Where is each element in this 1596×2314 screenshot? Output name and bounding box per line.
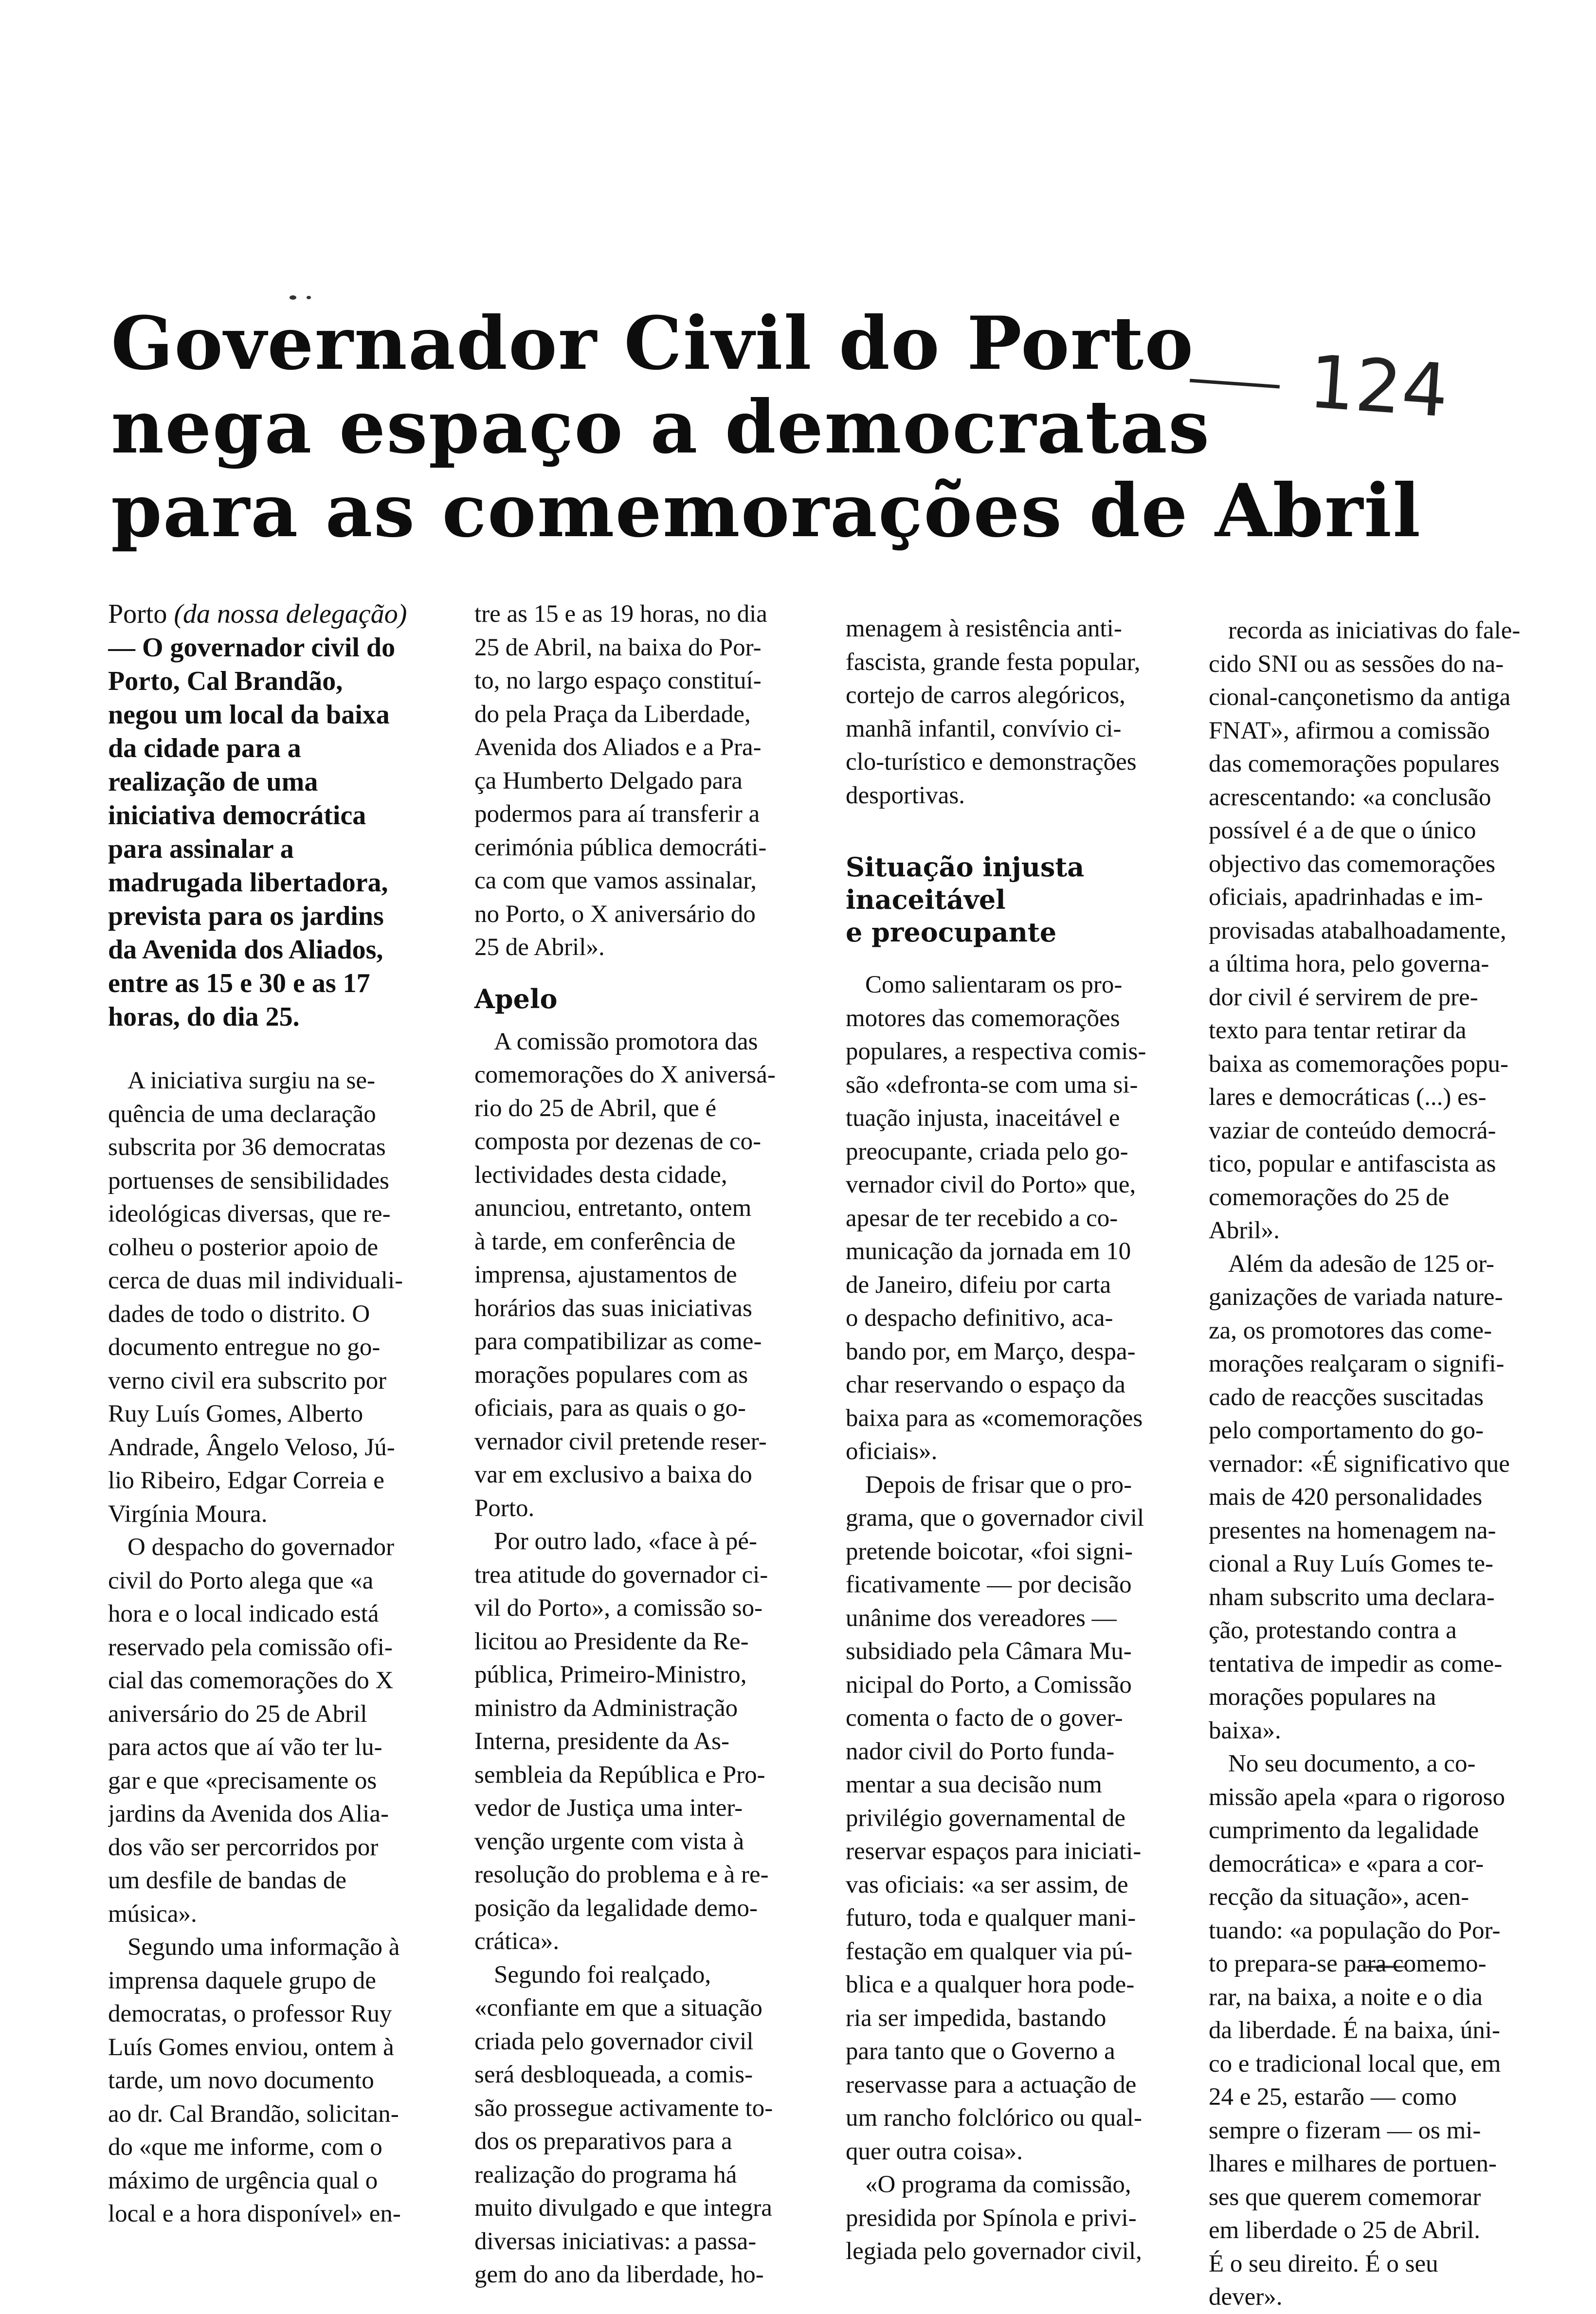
lead-line: entre as 15 e 30 e as 17: [108, 968, 370, 998]
text-line: morações realçaram o signifi-: [1209, 1350, 1505, 1377]
body-paragraph: [846, 2168, 1181, 2268]
text-line: 25 de Abril».: [474, 934, 605, 961]
text-line: diversas iniciativas: a passa-: [474, 2227, 757, 2255]
text-line: Além da adesão de 125 or-: [1228, 1250, 1495, 1278]
lead-line: — O governador civil do: [108, 633, 396, 663]
text-line: ça Humberto Delgado para: [474, 767, 743, 795]
text-line: futuro, toda e qualquer mani-: [846, 1904, 1136, 1932]
text-line: O despacho do governador: [127, 1534, 395, 1561]
lead-line: prevista para os jardins: [108, 901, 384, 931]
text-line: 25 de Abril, na baixa do Por-: [474, 633, 762, 661]
text-line: ção, protestando contra a: [1209, 1617, 1457, 1644]
text-line: no Porto, o X aniversário do: [474, 900, 756, 928]
lead-line: horas, do dia 25.: [108, 1002, 300, 1032]
text-line: lares e democráticas (...) es-: [1209, 1084, 1487, 1111]
text-line: morações populares na: [1209, 1683, 1436, 1711]
dateline-note: (da nossa delegação): [174, 599, 407, 629]
text-line: nham subscrito uma declara-: [1209, 1583, 1495, 1611]
column-4: [1209, 614, 1549, 2314]
text-line: cional a Ruy Luís Gomes te-: [1209, 1550, 1493, 1577]
text-line: acrescentando: «a conclusão: [1209, 783, 1491, 811]
text-line: ria ser impedida, bastando: [846, 2004, 1106, 2032]
text-line: recção da situação», acen-: [1209, 1883, 1469, 1911]
lead-line: iniciativa democrática: [108, 800, 366, 831]
text-line: possível é a de que o único: [1209, 817, 1476, 844]
subhead-line: inaceitável: [846, 884, 1006, 915]
text-line: Andrade, Ângelo Veloso, Jú-: [108, 1433, 395, 1461]
text-line: reservasse para a actuação de: [846, 2071, 1137, 2098]
text-line: anunciou, entretanto, ontem: [474, 1194, 752, 1222]
text-line: nador civil do Porto funda-: [846, 1737, 1115, 1765]
text-line: char reservando o espaço da: [846, 1371, 1125, 1398]
column-3: [846, 612, 1181, 2268]
text-line: objectivo das comemorações: [1209, 850, 1496, 878]
body-paragraph: [846, 1468, 1181, 2169]
body-paragraph: [474, 1525, 810, 1958]
text-line: Luís Gomes enviou, ontem à: [108, 2033, 394, 2061]
text-line: resolução do problema e à re-: [474, 1861, 769, 1888]
text-line: em liberdade o 25 de Abril.: [1209, 2217, 1481, 2244]
lead-line: da cidade para a: [108, 733, 301, 763]
text-line: to prepara-se para comemo-: [1209, 1950, 1487, 1977]
text-line: provisadas atabalhoadamente,: [1209, 917, 1506, 944]
text-line: ministro da Administração: [474, 1694, 738, 1722]
text-line: pretende boicotar, «foi signi-: [846, 1537, 1133, 1565]
text-line: cial das comemorações do X: [108, 1667, 394, 1694]
text-line: colheu o posterior apoio de: [108, 1233, 379, 1261]
text-line: 24 e 25, estarão — como: [1209, 2083, 1457, 2111]
text-line: Interna, presidente da As-: [474, 1728, 729, 1755]
text-line: nicipal do Porto, a Comissão: [846, 1671, 1132, 1699]
text-line: para tanto que o Governo a: [846, 2038, 1115, 2065]
text-line: Por outro lado, «face à pé-: [494, 1528, 757, 1555]
text-line: ideológicas diversas, que re-: [108, 1200, 391, 1228]
text-line: co e tradicional local que, em: [1209, 2050, 1501, 2078]
text-line: «O programa da comissão,: [865, 2171, 1131, 2198]
text-line: subsidiado pela Câmara Mu-: [846, 1638, 1132, 1665]
lead-line: madrugada libertadora,: [108, 868, 388, 898]
text-line: vas oficiais: «a ser assim, de: [846, 1871, 1128, 1898]
text-line: baixa as comemorações popu-: [1209, 1050, 1509, 1078]
text-line: A iniciativa surgiu na se-: [127, 1067, 375, 1094]
text-line: pública, Primeiro-Ministro,: [474, 1661, 747, 1688]
text-line: Avenida dos Aliados e a Pra-: [474, 734, 762, 761]
text-line: democrática» e «para a cor-: [1209, 1850, 1484, 1878]
text-line: grama, que o governador civil: [846, 1504, 1144, 1532]
text-line: blica e a qualquer hora pode-: [846, 1971, 1135, 1998]
text-line: dades de todo o distrito. O: [108, 1300, 370, 1328]
text-line: tico, popular e antifascista as: [1209, 1150, 1496, 1177]
text-line: para actos que aí vão ter lu-: [108, 1734, 382, 1761]
text-line: oficiais, para as quais o go-: [474, 1394, 746, 1422]
text-line: za, os promotores das come-: [1209, 1317, 1492, 1344]
text-line: comemorações do X aniversá-: [474, 1061, 776, 1088]
text-line: morações populares com as: [474, 1361, 748, 1389]
text-line: gem do ano da liberdade, ho-: [474, 2261, 764, 2288]
text-line: É o seu direito. É o seu: [1209, 2250, 1438, 2278]
text-line: gar e que «precisamente os: [108, 1767, 377, 1794]
text-line: Segundo foi realçado,: [494, 1961, 711, 1989]
body-paragraph: [474, 597, 810, 964]
text-line: mais de 420 personalidades: [1209, 1483, 1483, 1511]
text-line: jardins da Avenida dos Alia-: [108, 1800, 389, 1827]
text-line: máximo de urgência qual o: [108, 2167, 378, 2194]
text-line: verno civil era subscrito por: [108, 1367, 387, 1394]
text-line: imprensa daquele grupo de: [108, 1967, 376, 1994]
text-line: para compatibilizar as come-: [474, 1328, 762, 1355]
text-line: imprensa, ajustamentos de: [474, 1261, 737, 1288]
text-line: clo-turístico e demonstrações: [846, 748, 1137, 776]
text-line: tuando: «a população do Por-: [1209, 1916, 1501, 1944]
subhead-line: e preocupante: [846, 917, 1057, 948]
body-paragraph: [474, 1025, 810, 1525]
handwritten-page-mark: 124: [1306, 340, 1451, 434]
text-line: um desfile de bandas de: [108, 1867, 347, 1894]
body-paragraph: [108, 1931, 429, 2231]
text-line: ganizações de variada nature-: [1209, 1284, 1503, 1311]
text-line: baixa».: [1209, 1717, 1281, 1744]
text-line: quência de uma declaração: [108, 1100, 376, 1128]
text-line: tentativa de impedir as come-: [1209, 1650, 1503, 1678]
text-line: reservar espaços para iniciati-: [846, 1838, 1142, 1865]
text-line: composta por dezenas de co-: [474, 1128, 762, 1155]
text-line: aniversário do 25 de Abril: [108, 1700, 367, 1728]
text-line: No seu documento, a co-: [1228, 1750, 1476, 1777]
text-line: reservado pela comissão ofi-: [108, 1633, 393, 1661]
text-line: quer outra coisa».: [846, 2137, 1023, 2165]
text-line: cerca de duas mil individuali-: [108, 1267, 403, 1294]
subhead-situacao: [846, 851, 1181, 949]
text-line: local e a hora disponível» en-: [108, 2200, 401, 2227]
text-line: cerimónia pública democráti-: [474, 833, 767, 861]
text-line: o despacho definitivo, aca-: [846, 1304, 1113, 1332]
text-line: a última hora, pelo governa-: [1209, 950, 1489, 977]
body-paragraph: [846, 968, 1181, 1468]
text-line: privilégio governamental de: [846, 1804, 1125, 1832]
text-line: são prossegue activamente to-: [474, 2094, 773, 2122]
text-line: da liberdade. É na baixa, úni-: [1209, 2017, 1501, 2044]
body-paragraph: [108, 1531, 429, 1931]
text-line: horários das suas iniciativas: [474, 1294, 752, 1322]
text-line: hora e o local indicado está: [108, 1600, 379, 1627]
subhead-apelo: Apelo: [474, 983, 558, 1014]
text-line: municação da jornada em 10: [846, 1238, 1131, 1265]
text-line: do «que me informe, com o: [108, 2133, 382, 2161]
text-line: populares, a respectiva comis-: [846, 1038, 1146, 1065]
body-paragraph: [108, 1064, 429, 1531]
headline: [111, 302, 1454, 553]
text-line: legiada pelo governador civil,: [846, 2238, 1142, 2265]
print-speck: [290, 295, 296, 300]
text-line: pelo comportamento do go-: [1209, 1417, 1484, 1444]
text-line: sembleia da República e Pro-: [474, 1761, 765, 1789]
headline-line-2: nega espaço a democratas: [111, 384, 1211, 470]
lead-line: realização de uma: [108, 767, 318, 797]
text-line: Porto.: [474, 1494, 535, 1522]
text-line: realização do programa há: [474, 2161, 737, 2188]
text-line: motores das comemorações: [846, 1004, 1120, 1032]
text-line: lio Ribeiro, Edgar Correia e: [108, 1467, 384, 1494]
text-line: desportivas.: [846, 781, 965, 809]
text-line: texto para tentar retirar da: [1209, 1017, 1467, 1044]
text-line: trea atitude do governador ci-: [474, 1561, 768, 1589]
text-line: ficativamente — por decisão: [846, 1571, 1132, 1598]
column-2: [474, 597, 810, 2292]
text-line: rio do 25 de Abril, que é: [474, 1094, 717, 1122]
text-line: cido SNI ou as sessões do na-: [1209, 650, 1504, 678]
text-line: Ruy Luís Gomes, Alberto: [108, 1400, 363, 1428]
text-line: dos vão ser percorridos por: [108, 1833, 379, 1861]
text-line: fascista, grande festa popular,: [846, 648, 1141, 676]
dateline-city: Porto: [108, 599, 167, 629]
text-line: A comissão promotora das: [494, 1028, 758, 1055]
text-line: cional-cançonetismo da antiga: [1209, 684, 1511, 711]
text-line: tarde, um novo documento: [108, 2067, 374, 2094]
text-line: cumprimento da legalidade: [1209, 1817, 1479, 1844]
text-line: Abril».: [1209, 1217, 1280, 1244]
text-line: vernador civil pretende reser-: [474, 1428, 767, 1455]
text-line: tre as 15 e as 19 horas, no dia: [474, 600, 767, 628]
text-line: dos os preparativos para a: [474, 2128, 732, 2155]
text-line: vaziar de conteúdo democrá-: [1209, 1117, 1496, 1144]
text-line: subscrita por 36 democratas: [108, 1134, 386, 1161]
text-line: à tarde, em conferência de: [474, 1228, 736, 1255]
subhead-line: Situação injusta: [846, 851, 1085, 883]
text-line: de Janeiro, difeiu por carta: [846, 1271, 1111, 1299]
headline-line-1: Governador Civil do Porto: [111, 301, 1195, 386]
text-line: será desbloqueada, a comis-: [474, 2061, 753, 2088]
text-line: vedor de Justiça uma inter-: [474, 1794, 743, 1822]
text-line: democratas, o professor Ruy: [108, 2000, 392, 2027]
text-line: festação em qualquer via pú-: [846, 1937, 1133, 1965]
print-speck: [307, 296, 311, 299]
body-paragraph: [846, 612, 1181, 812]
text-line: dor civil é servirem de pre-: [1209, 983, 1478, 1011]
dateline: [108, 597, 429, 631]
text-line: presentes na homenagem na-: [1209, 1517, 1496, 1544]
lead-line: para assinalar a: [108, 834, 294, 864]
text-line: Segundo uma informação à: [127, 1934, 400, 1961]
text-line: das comemorações populares: [1209, 750, 1500, 777]
lead-line: Porto, Cal Brandão,: [108, 666, 343, 696]
text-line: menagem à resistência anti-: [846, 615, 1122, 642]
text-line: preocupante, criada pelo go-: [846, 1138, 1128, 1165]
text-line: mentar a sua decisão num: [846, 1771, 1102, 1798]
text-line: ao dr. Cal Brandão, solicitan-: [108, 2100, 399, 2128]
text-line: são «defronta-se com uma si-: [846, 1071, 1138, 1099]
text-line: rar, na baixa, a noite e o dia: [1209, 1983, 1483, 2011]
text-line: ses que querem comemorar: [1209, 2183, 1481, 2211]
lead-line: da Avenida dos Aliados,: [108, 935, 383, 965]
text-line: recorda as iniciativas do fale-: [1228, 617, 1521, 644]
body-paragraph: [474, 1958, 810, 2292]
text-line: lectividades desta cidade,: [474, 1161, 727, 1189]
text-line: civil do Porto alega que «a: [108, 1567, 374, 1594]
text-line: podermos para aí transferir a: [474, 800, 760, 828]
text-line: «confiante em que a situação: [474, 1994, 762, 2022]
text-line: crática».: [474, 1928, 560, 1955]
text-line: lhares e milhares de portuen-: [1209, 2150, 1497, 2177]
headline-line-3: para as comemorações de Abril: [111, 468, 1422, 554]
text-line: venção urgente com vista à: [474, 1827, 744, 1855]
text-line: cado de reacções suscitadas: [1209, 1383, 1484, 1411]
text-line: FNAT», afirmou a comissão: [1209, 717, 1490, 744]
text-line: dever».: [1209, 2283, 1283, 2311]
text-line: música».: [108, 1900, 197, 1928]
body-paragraph: [1209, 1247, 1549, 1748]
text-line: presidida por Spínola e privi-: [846, 2204, 1137, 2232]
text-line: ca com que vamos assinalar,: [474, 867, 757, 894]
text-line: oficiais, apadrinhadas e im-: [1209, 884, 1483, 911]
column-1: [108, 597, 429, 2231]
text-line: manhã infantil, convívio ci-: [846, 715, 1122, 742]
lead-paragraph: [108, 597, 429, 1034]
text-line: Como salientaram os pro-: [865, 971, 1123, 998]
text-line: var em exclusivo a baixa do: [474, 1461, 752, 1488]
text-line: comemorações do 25 de: [1209, 1183, 1450, 1211]
text-line: tuação injusta, inaceitável e: [846, 1104, 1120, 1132]
text-line: baixa para as «comemorações: [846, 1404, 1143, 1432]
text-line: Virgínia Moura.: [108, 1500, 268, 1528]
text-line: licitou ao Presidente da Re-: [474, 1627, 749, 1655]
text-line: do pela Praça da Liberdade,: [474, 700, 751, 728]
body-paragraph: [1209, 1747, 1549, 2314]
text-line: missão apela «para o rigoroso: [1209, 1783, 1505, 1811]
text-line: cortejo de carros alegóricos,: [846, 682, 1125, 709]
text-line: posição da legalidade demo-: [474, 1894, 758, 1922]
text-line: vernador: «É significativo que: [1209, 1450, 1510, 1478]
text-line: comenta o facto de o gover-: [846, 1704, 1123, 1732]
text-line: unânime dos vereadores —: [846, 1604, 1117, 1632]
text-line: vernador civil do Porto» que,: [846, 1171, 1136, 1198]
text-line: criada pelo governador civil: [474, 2027, 754, 2055]
text-line: to, no largo espaço constituí-: [474, 667, 762, 694]
text-line: apesar de ter recebido a co-: [846, 1204, 1118, 1232]
text-line: sempre o fizeram — os mi-: [1209, 2116, 1481, 2144]
text-line: um rancho folclórico ou qual-: [846, 2104, 1142, 2132]
body-paragraph: [1209, 614, 1549, 1247]
lead-line: negou um local da baixa: [108, 700, 390, 730]
text-line: portuenses de sensibilidades: [108, 1167, 389, 1194]
text-line: oficiais».: [846, 1438, 938, 1465]
text-line: Depois de frisar que o pro-: [865, 1471, 1132, 1499]
text-line: bando por, em Março, despa-: [846, 1338, 1136, 1365]
text-line: documento entregue no go-: [108, 1334, 381, 1361]
text-line: muito divulgado e que integra: [474, 2194, 772, 2222]
text-line: vil do Porto», a comissão so-: [474, 1594, 763, 1622]
